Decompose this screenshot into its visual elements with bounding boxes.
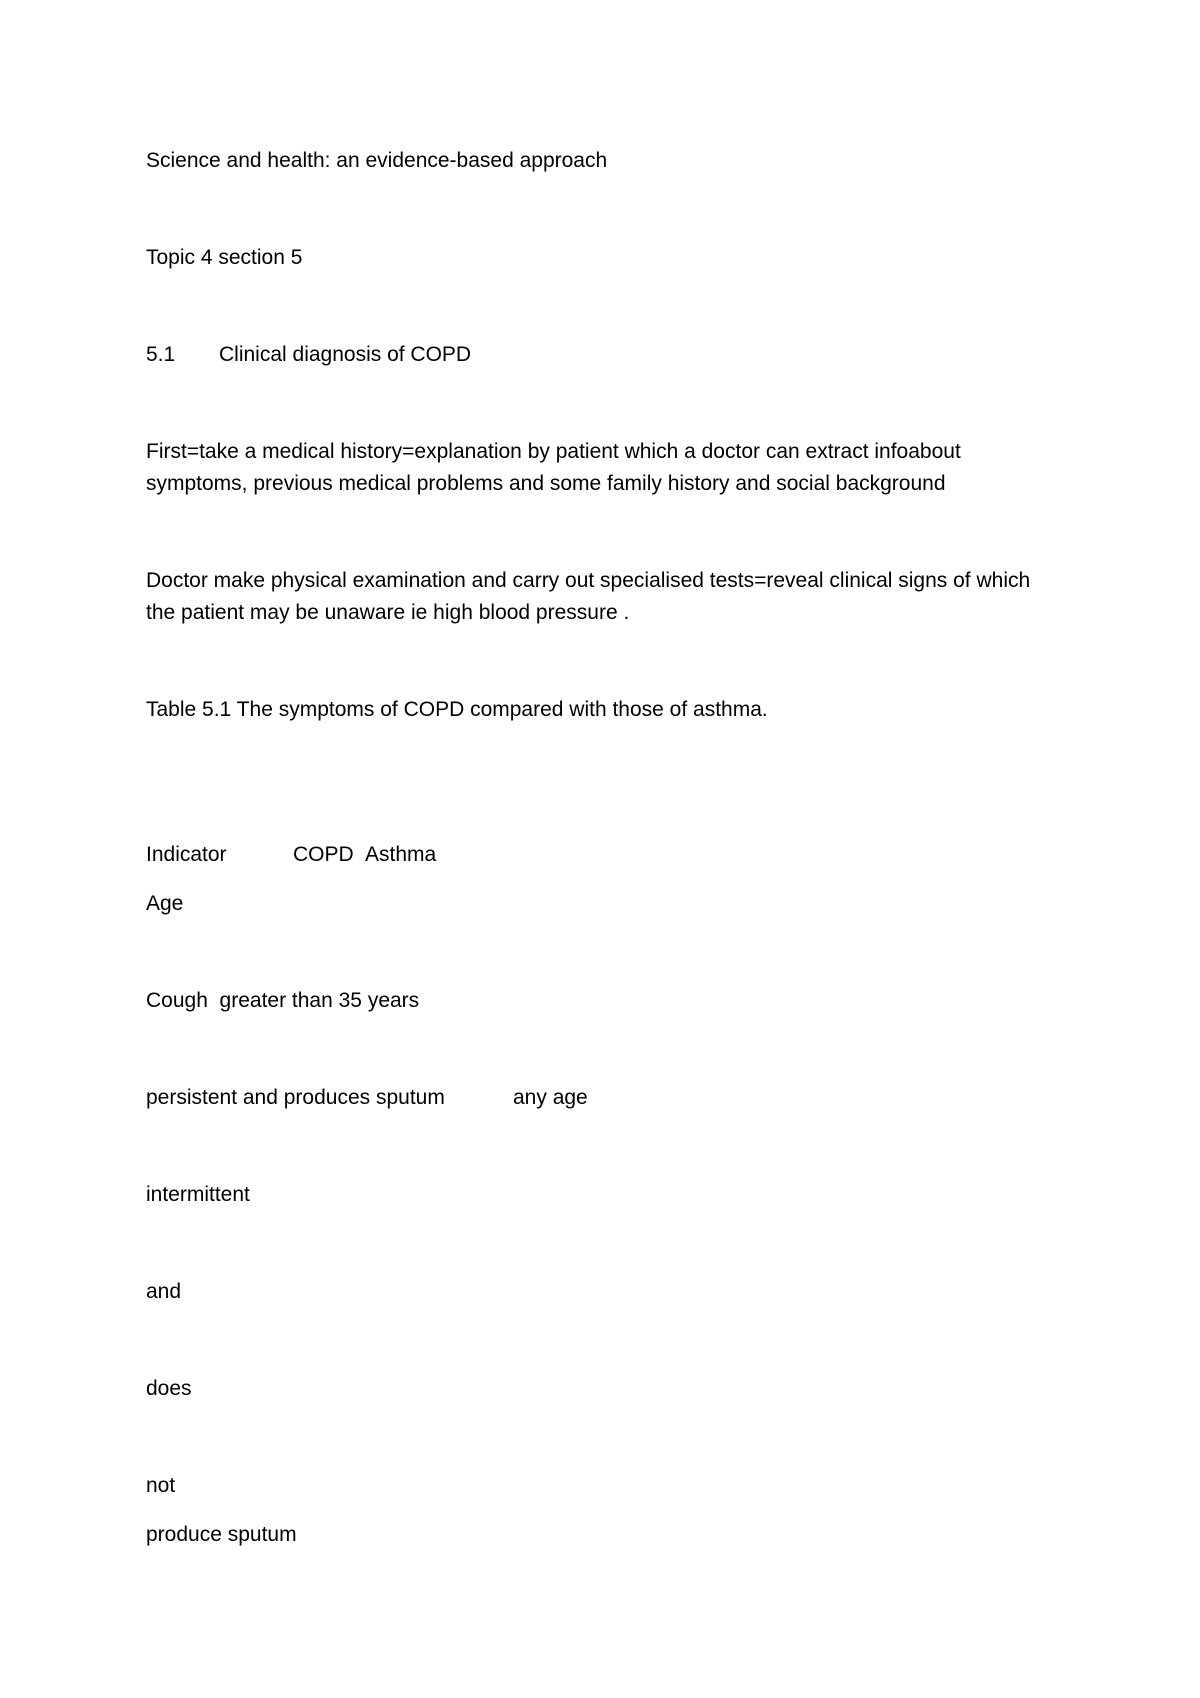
row-and: and — [146, 1280, 182, 1303]
row-does: does — [146, 1377, 192, 1400]
section-number: 5.1 — [146, 343, 176, 366]
persistent-text: persistent and produces sputum — [146, 1086, 445, 1109]
section-title: Clinical diagnosis of COPD — [219, 343, 472, 366]
header-asthma: Asthma — [365, 843, 437, 866]
row-not: not — [146, 1474, 176, 1497]
row-intermittent: intermittent — [146, 1183, 250, 1206]
header-indicator: Indicator — [146, 843, 227, 866]
section-heading — [146, 339, 471, 371]
paragraph-physical-exam: Doctor make physical examination and carry out specialised tests=reveal clinical signs of which the patient may be unaware ie high blood pressure . — [146, 569, 1031, 624]
row-cough: Cough greater than 35 years — [146, 989, 420, 1012]
document-title: Science and health: an evidence-based approach — [146, 149, 608, 172]
row-persistent — [146, 1082, 588, 1114]
table-header-row — [146, 839, 436, 871]
header-copd: COPD — [293, 843, 354, 866]
row-age: Age — [146, 892, 184, 915]
any-age-text: any age — [513, 1086, 588, 1109]
paragraph-medical-history: First=take a medical history=explanation by patient which a doctor can extract infoabout symptoms, previous medical problems and some family history and social background — [146, 440, 961, 495]
topic-label: Topic 4 section 5 — [146, 246, 303, 269]
row-produce-sputum: produce sputum — [146, 1523, 297, 1546]
table-caption: Table 5.1 The symptoms of COPD compared with those of asthma. — [146, 698, 768, 721]
